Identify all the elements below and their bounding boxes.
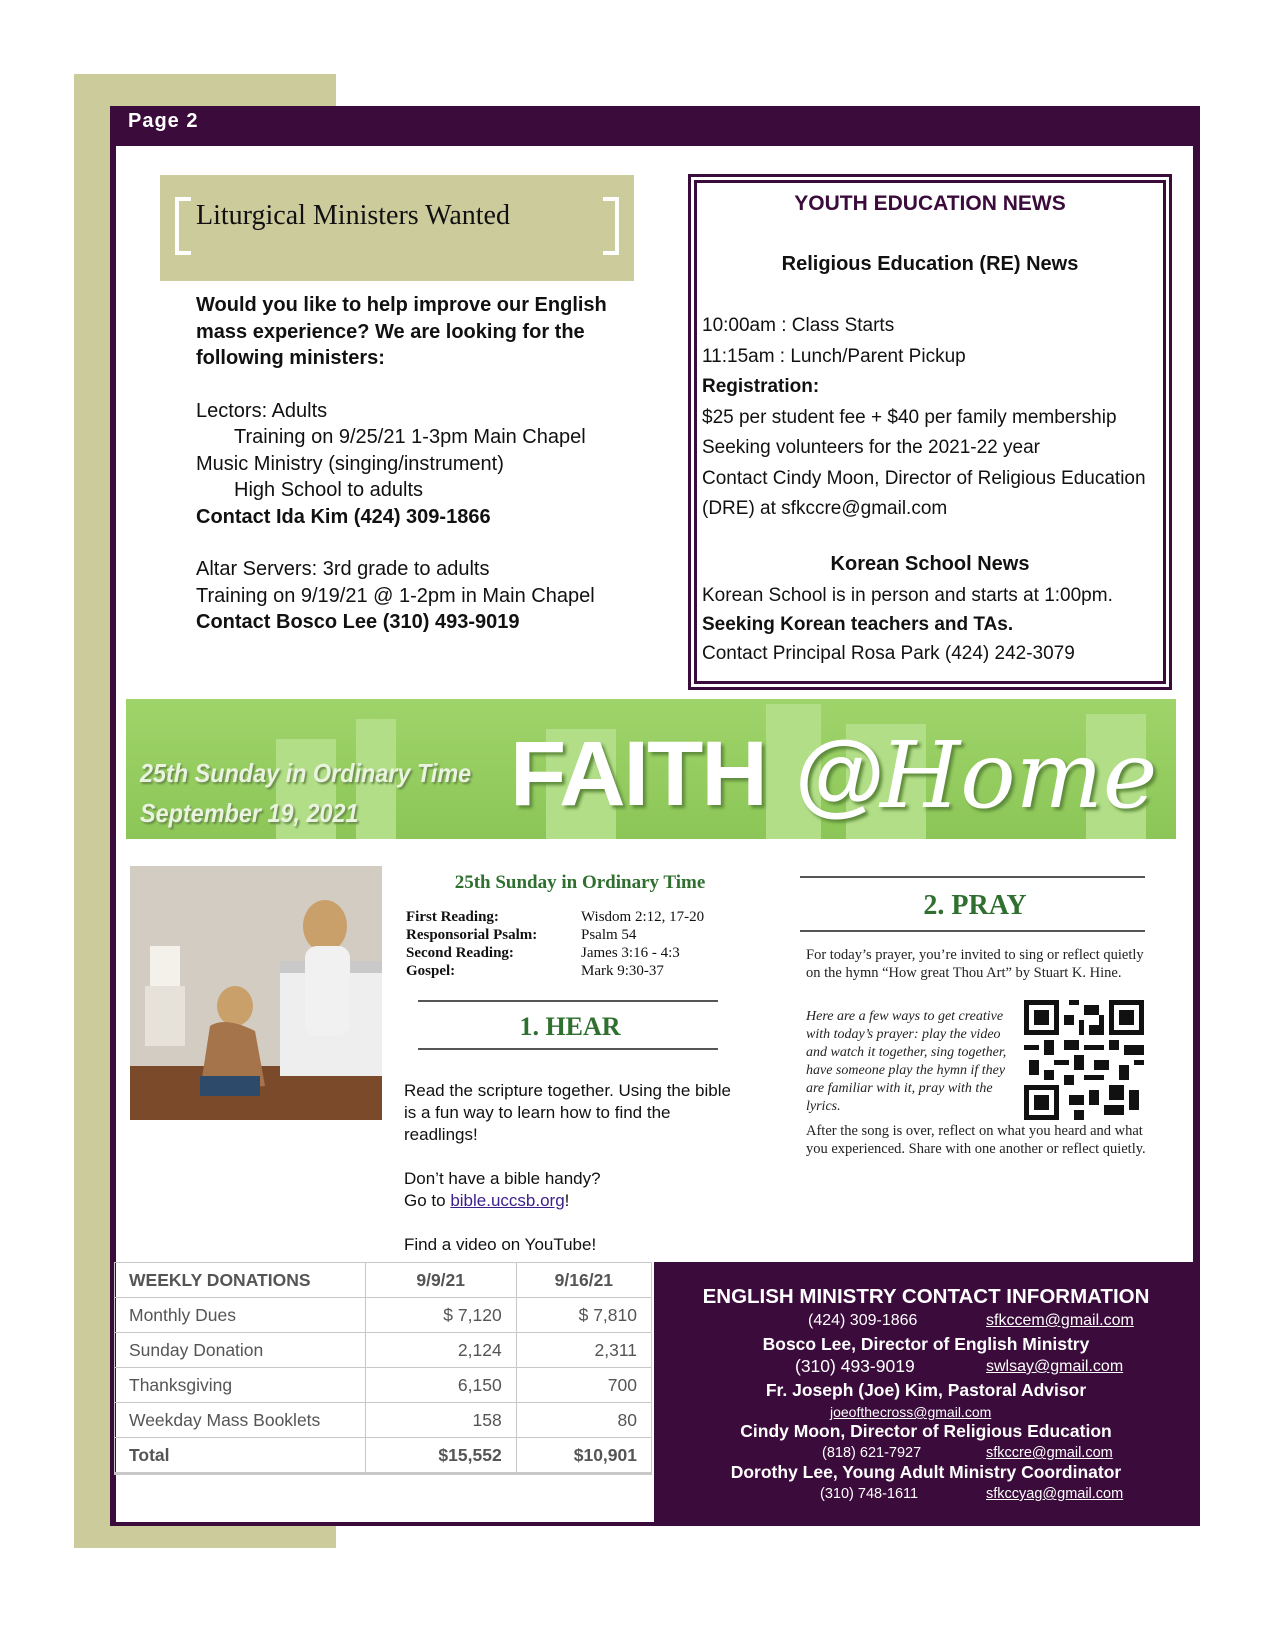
korean-line: Korean School is in person and starts at 1:00pm.	[702, 585, 1113, 606]
row-value: 2,311	[516, 1333, 651, 1368]
row-label: Weekday Mass Booklets	[115, 1403, 366, 1438]
table-row	[115, 1298, 652, 1333]
korean-seek: Seeking Korean teachers and TAs.	[702, 614, 1014, 635]
table-row	[115, 1333, 652, 1368]
row-label: Monthly Dues	[115, 1298, 366, 1333]
divider	[418, 1048, 718, 1050]
faith-banner-subtitle: 25th Sunday in Ordinary Time	[140, 758, 472, 788]
dre-email: (DRE) at sfkccre@gmail.com	[702, 498, 948, 519]
pray-paragraph-1: For today’s prayer, you’re invited to sing or reflect quietly on the hymn “How great Thou Art” by Stuart K. Hine.	[806, 947, 1144, 981]
table-row	[115, 1403, 652, 1438]
divider	[800, 930, 1145, 932]
lectors-line: Lectors: Adults	[196, 399, 328, 422]
divider	[418, 1000, 718, 1002]
home-word: Home	[880, 722, 1158, 829]
contact-email-link[interactable]: sfkccyag@gmail.com	[986, 1486, 1124, 1502]
re-news-title: Religious Education (RE) News	[781, 253, 1079, 275]
contact-phone: (310) 748-1611	[820, 1486, 919, 1502]
family-photo	[130, 866, 382, 1120]
korean-contact: Contact Principal Rosa Park (424) 242-3079	[702, 643, 1075, 664]
contact-name: Fr. Joseph (Joe) Kim, Pastoral Advisor	[765, 1380, 1087, 1400]
dre-contact: Contact Cindy Moon, Director of Religious Education	[702, 467, 1146, 489]
qr-code-icon[interactable]	[1024, 1000, 1144, 1120]
contact-name: Bosco Lee, Director of English Ministry	[762, 1334, 1090, 1354]
contact-phone: (424) 309-1866	[808, 1312, 918, 1329]
korean-school-lines	[702, 581, 1164, 668]
row-value: 80	[516, 1403, 651, 1438]
contact-title: ENGLISH MINISTRY CONTACT INFORMATION	[702, 1285, 1150, 1308]
total-value: $15,552	[365, 1438, 516, 1474]
reading-row: Gospel: Mark 9:30-37	[406, 963, 664, 979]
pray-heading: 2. PRAY	[923, 890, 1027, 921]
reading-row: Responsorial Psalm: Psalm 54	[406, 927, 637, 943]
at-symbol: @	[795, 723, 885, 825]
total-row	[115, 1438, 652, 1474]
left-bracket-icon	[175, 197, 191, 255]
row-value: 700	[516, 1368, 651, 1403]
weekly-donations-table	[114, 1262, 652, 1475]
table-row	[115, 1368, 652, 1403]
contact-phone: (310) 493-9019	[795, 1356, 915, 1376]
donations-header: WEEKLY DONATIONS	[115, 1263, 366, 1298]
row-value: 6,150	[365, 1368, 516, 1403]
hear-heading: 1. HEAR	[519, 1012, 621, 1041]
contact-name: Cindy Moon, Director of Religious Education	[740, 1421, 1112, 1441]
contact-email-link[interactable]: sfkccem@gmail.com	[986, 1312, 1134, 1329]
hear-paragraph: Read the scripture together. Using the bible is a fun way to learn how to find the readlings!	[404, 1081, 731, 1144]
music-ages: High School to adults	[234, 479, 424, 501]
row-value: 158	[365, 1403, 516, 1438]
bible-link-line: Go to bible.uccsb.org!	[404, 1191, 570, 1210]
total-value: $10,901	[516, 1438, 651, 1474]
youtube-line: Find a video on YouTube!	[404, 1235, 597, 1254]
liturgical-intro: Would you like to help improve our English mass experience? We are looking for the following ministers:	[196, 294, 607, 369]
column-header: 9/9/21	[365, 1263, 516, 1298]
column-header: 9/16/21	[516, 1263, 651, 1298]
row-value: $ 7,120	[365, 1298, 516, 1333]
readings-list	[406, 908, 704, 980]
bible-link[interactable]: bible.uccsb.org	[450, 1191, 565, 1210]
lectors-training: Training on 9/25/21 1-3pm Main Chapel	[234, 426, 586, 448]
bible-handy: Don’t have a bible handy?	[404, 1169, 601, 1188]
faith-banner-date: September 19, 2021	[140, 798, 359, 828]
reading-row: Second Reading: James 3:16 - 4:3	[406, 945, 680, 961]
lunch-pickup: 11:15am : Lunch/Parent Pickup	[702, 345, 966, 367]
row-value: $ 7,810	[516, 1298, 651, 1333]
pray-paragraph-3: After the song is over, reflect on what you heard and what you experienced. Share with one another or reflect quietly.	[806, 1123, 1146, 1157]
contact-phone: (818) 621-7927	[822, 1445, 922, 1461]
row-label: Thanksgiving	[115, 1368, 366, 1403]
contact-email-link[interactable]: sfkccre@gmail.com	[986, 1445, 1113, 1461]
contact-email-link[interactable]: joeofthecross@gmail.com	[830, 1404, 992, 1420]
divider	[800, 876, 1145, 878]
registration-label: Registration:	[702, 376, 820, 397]
liturgical-text	[196, 292, 616, 636]
reading-row: First Reading: Wisdom 2:12, 17-20	[406, 909, 705, 925]
hear-sunday-title: 25th Sunday in Ordinary Time	[454, 872, 706, 893]
table-header-row	[115, 1263, 652, 1298]
hear-text	[404, 1080, 734, 1256]
youth-title: YOUTH EDUCATION NEWS	[794, 192, 1066, 215]
contact-email-link[interactable]: swlsay@gmail.com	[986, 1358, 1124, 1375]
contact-bosco: Contact Bosco Lee (310) 493-9019	[196, 611, 520, 633]
music-line: Music Ministry (singing/instrument)	[196, 452, 504, 475]
korean-school-title: Korean School News	[830, 553, 1030, 575]
altar-line: Altar Servers: 3rd grade to adults	[196, 558, 490, 580]
right-bracket-icon	[603, 197, 619, 255]
total-label: Total	[115, 1438, 366, 1474]
liturgical-title: Liturgical Ministers Wanted	[196, 200, 510, 231]
faith-word: FAITH	[510, 723, 766, 825]
class-start: 10:00am : Class Starts	[702, 315, 895, 336]
row-label: Sunday Donation	[115, 1333, 366, 1368]
fee-line: $25 per student fee + $40 per family membership	[702, 406, 1117, 428]
altar-training: Training on 9/19/21 @ 1-2pm in Main Chapel	[196, 584, 595, 607]
volunteers-line: Seeking volunteers for the 2021-22 year	[702, 437, 1040, 458]
pray-paragraph-2: Here are a few ways to get creative with today’s prayer: play the video and watch it together, sing together, have someone play the hymn if they are familiar with it, pray with the lyrics.	[806, 1009, 1007, 1114]
contact-name: Dorothy Lee, Young Adult Ministry Coordinator	[730, 1462, 1122, 1482]
contact-ida: Contact Ida Kim (424) 309-1866	[196, 505, 491, 528]
row-value: 2,124	[365, 1333, 516, 1368]
re-news-lines	[702, 311, 1164, 525]
page-number-label: Page 2	[128, 110, 199, 132]
